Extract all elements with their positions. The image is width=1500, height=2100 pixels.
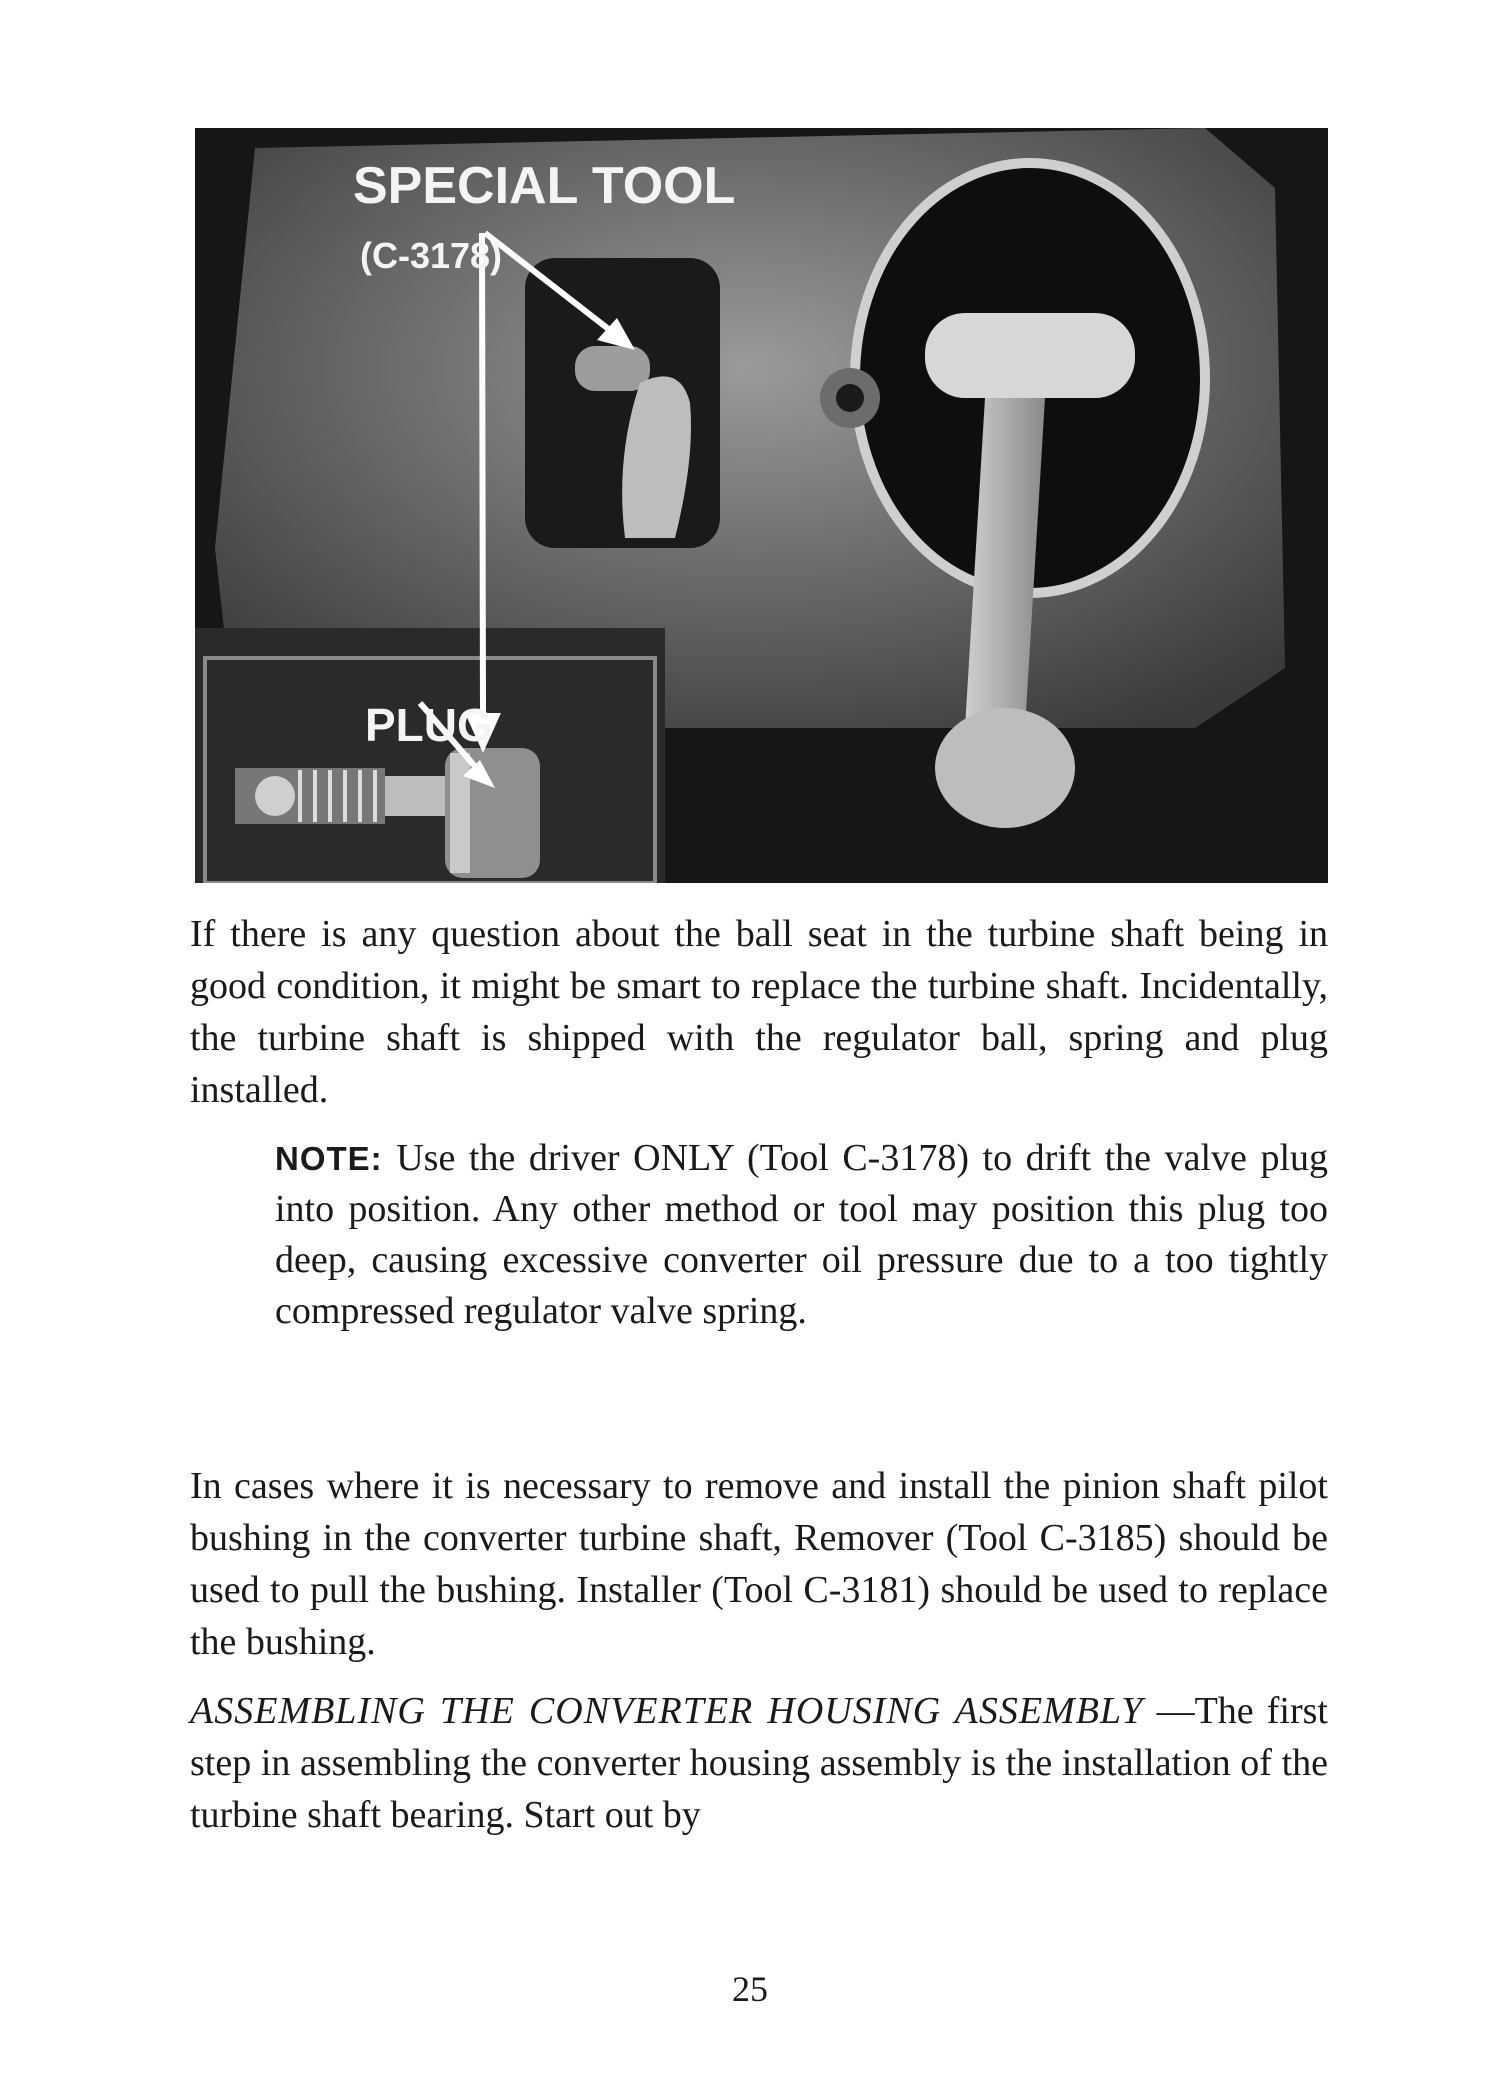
page-number: 25 — [732, 1969, 768, 2009]
note-block — [275, 1133, 1328, 1337]
figure-photo — [195, 128, 1328, 883]
paragraph-first-step: —The first step in assembling the converter housing assembly is the installation of the turbine shaft bearing. Start out by — [190, 1690, 1328, 1836]
paragraph-pilot-bushing: In cases where it is necessary to remove and install the pinion shaft pilot bushing in the converter turbine shaft, Remover (Tool C-3185) should be used to pull the bushing. Installer (Tool C-3181) should be used to replace the bushing. — [190, 1465, 1328, 1663]
section-assembling — [190, 1685, 1328, 1841]
transmission-housing-photo — [195, 128, 1328, 883]
label-plug: PLUG — [365, 699, 493, 751]
label-special-tool: SPECIAL TOOL — [353, 157, 736, 215]
label-tool-number: (C-3178) — [360, 235, 503, 276]
paragraph-turbine-shaft: If there is any question about the ball seat in the turbine shaft being in good condition, it might be smart to replace the turbine shaft. Incidentally, the turbine shaft is shipped with the regulator ball, spring and plug installed. — [190, 913, 1328, 1111]
note-text: Use the driver ONLY (Tool C-3178) to drift the valve plug into position. Any other method or tool may position this plug too deep, causing excessive converter oil pressure due to a too tightly compressed regulator valve spring. — [275, 1137, 1329, 1332]
note-label: NOTE: — [275, 1140, 383, 1177]
section-heading: ASSEMBLING THE CONVERTER HOUSING ASSEMBLY — [190, 1690, 1144, 1732]
